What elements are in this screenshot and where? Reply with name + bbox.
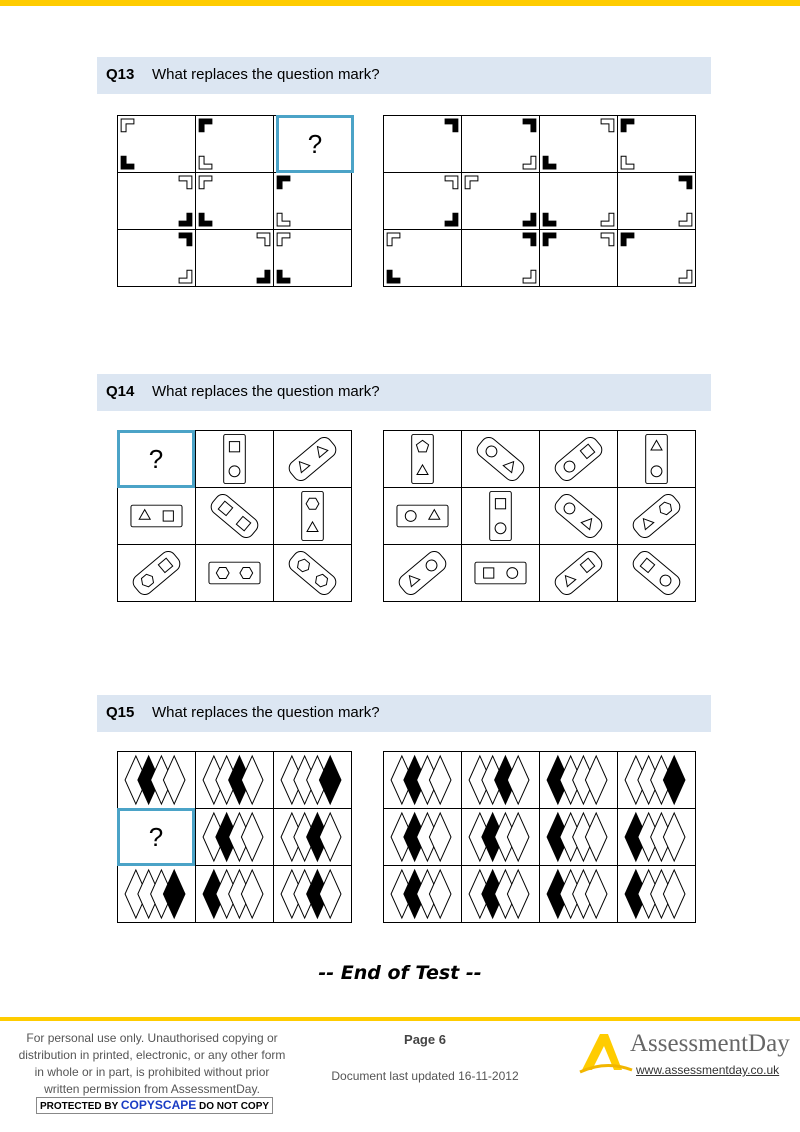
l-shape-icon — [199, 156, 212, 169]
l-shape-icon — [445, 176, 458, 189]
question-text: What replaces the question mark? — [152, 383, 380, 400]
l-shape-icon — [621, 119, 634, 132]
assessmentday-logo-icon — [578, 1030, 634, 1076]
question-text: What replaces the question mark? — [152, 704, 380, 721]
puzzle-cell — [196, 116, 274, 173]
puzzle-cell — [274, 809, 352, 866]
website-link[interactable]: www.assessmentday.co.uk — [636, 1063, 780, 1077]
answer-option-cell — [462, 545, 540, 602]
square-shape-icon — [495, 499, 505, 509]
diamond-shape-icon — [507, 813, 529, 861]
puzzle-cell — [118, 752, 196, 809]
answer-option-cell — [540, 431, 618, 488]
l-shape-icon — [445, 119, 458, 132]
puzzle-cell — [118, 488, 196, 545]
answer-option-cell — [540, 488, 618, 545]
diamond-shape-icon — [663, 870, 685, 918]
diamond-shape-icon — [507, 870, 529, 918]
l-shape-icon — [543, 156, 556, 169]
l-shape-icon — [199, 213, 212, 226]
circle-shape-icon — [229, 466, 240, 477]
diamond-shape-icon — [429, 756, 451, 804]
capsule-frame-icon — [475, 562, 526, 584]
puzzle-cell — [196, 488, 274, 545]
answer-option-cell — [618, 866, 696, 923]
l-shape-icon — [679, 213, 692, 226]
puzzle-cell — [274, 752, 352, 809]
l-shape-icon — [257, 270, 270, 283]
square-shape-icon — [484, 568, 494, 578]
circle-shape-icon — [651, 466, 662, 477]
q15-answer-options — [383, 751, 696, 923]
puzzle-cell — [196, 230, 274, 287]
l-shape-icon — [601, 233, 614, 246]
answer-option-cell — [540, 809, 618, 866]
puzzle-cell — [118, 230, 196, 287]
l-shape-icon — [523, 270, 536, 283]
puzzle-cell — [274, 488, 352, 545]
answer-option-cell — [540, 866, 618, 923]
l-shape-icon — [277, 233, 290, 246]
question-header-q14 — [97, 374, 711, 411]
answer-option-cell — [618, 431, 696, 488]
answer-option-cell — [618, 230, 696, 287]
puzzle-cell — [196, 752, 274, 809]
l-shape-icon — [387, 270, 400, 283]
answer-option-cell — [462, 488, 540, 545]
diamond-shape-icon — [163, 756, 185, 804]
q15-question-mark-cell — [117, 808, 195, 866]
answer-option-cell — [618, 545, 696, 602]
l-shape-icon — [523, 119, 536, 132]
hexagon-shape-icon — [216, 567, 229, 578]
question-header-q15 — [97, 695, 711, 732]
answer-option-cell — [540, 752, 618, 809]
puzzle-cell — [196, 545, 274, 602]
capsule-frame-icon — [286, 434, 339, 483]
question-header-q13 — [97, 57, 711, 94]
puzzle-cell — [196, 173, 274, 230]
l-shape-icon — [277, 213, 290, 226]
l-shape-icon — [199, 119, 212, 132]
question-number: Q15 — [106, 704, 135, 721]
puzzle-cell — [274, 173, 352, 230]
l-shape-icon — [601, 119, 614, 132]
puzzle-cell — [274, 431, 352, 488]
capsule-frame-icon — [396, 548, 449, 597]
capsule-frame-icon — [630, 491, 683, 540]
circle-shape-icon — [405, 511, 416, 522]
capsule-frame-icon — [131, 505, 182, 527]
answer-option-cell — [384, 488, 462, 545]
answer-option-cell — [462, 752, 540, 809]
capsule-frame-icon — [286, 548, 339, 597]
l-shape-icon — [465, 176, 478, 189]
l-shape-icon — [679, 176, 692, 189]
top-accent-bar — [0, 0, 800, 6]
puzzle-cell — [196, 431, 274, 488]
l-shape-icon — [179, 213, 192, 226]
copyscape-brand: COPYSCAPE — [120, 1098, 197, 1112]
diamond-shape-icon — [663, 756, 685, 804]
diamond-shape-icon — [241, 756, 263, 804]
question-number: Q13 — [106, 66, 135, 83]
l-shape-icon — [523, 233, 536, 246]
l-shape-icon — [621, 156, 634, 169]
square-shape-icon — [229, 442, 239, 452]
question-number: Q14 — [106, 383, 135, 400]
answer-option-cell — [384, 866, 462, 923]
copyscape-badge — [36, 1097, 273, 1114]
capsule-frame-icon — [630, 548, 683, 597]
q14-question-mark-cell — [117, 430, 195, 488]
l-shape-icon — [277, 176, 290, 189]
answer-option-cell — [618, 488, 696, 545]
diamond-shape-icon — [319, 870, 341, 918]
capsule-frame-icon — [474, 434, 527, 483]
footer-accent-bar — [0, 1017, 800, 1021]
l-shape-icon — [523, 213, 536, 226]
capsule-frame-icon — [552, 548, 605, 597]
answer-option-cell — [618, 116, 696, 173]
diamond-shape-icon — [429, 813, 451, 861]
answer-option-cell — [384, 752, 462, 809]
puzzle-cell — [196, 866, 274, 923]
question-text: What replaces the question mark? — [152, 66, 380, 83]
capsule-frame-icon — [130, 548, 183, 597]
diamond-shape-icon — [507, 756, 529, 804]
diamond-shape-icon — [663, 813, 685, 861]
circle-shape-icon — [507, 568, 518, 579]
q14-answer-options — [383, 430, 696, 602]
question-mark: ? — [307, 128, 323, 159]
puzzle-cell — [274, 545, 352, 602]
puzzle-cell — [118, 545, 196, 602]
answer-option-cell — [384, 431, 462, 488]
l-shape-icon — [543, 213, 556, 226]
puzzle-cell — [118, 866, 196, 923]
answer-option-cell — [384, 809, 462, 866]
diamond-shape-icon — [319, 813, 341, 861]
end-of-test-text: -- End of Test -- — [318, 962, 482, 984]
l-shape-icon — [601, 213, 614, 226]
l-shape-icon — [257, 233, 270, 246]
l-shape-icon — [679, 270, 692, 283]
answer-option-cell — [384, 230, 462, 287]
l-shape-icon — [179, 270, 192, 283]
square-shape-icon — [163, 511, 173, 521]
circle-shape-icon — [495, 523, 506, 534]
answer-option-cell — [618, 752, 696, 809]
answer-option-cell — [462, 809, 540, 866]
page-number: Page 6 — [404, 1032, 446, 1047]
answer-option-cell — [462, 173, 540, 230]
l-shape-icon — [121, 156, 134, 169]
l-shape-icon — [121, 119, 134, 132]
puzzle-cell — [118, 173, 196, 230]
l-shape-icon — [523, 156, 536, 169]
l-shape-icon — [199, 176, 212, 189]
answer-option-cell — [462, 116, 540, 173]
puzzle-cell — [274, 230, 352, 287]
answer-option-cell — [540, 545, 618, 602]
diamond-shape-icon — [429, 870, 451, 918]
answer-option-cell — [462, 431, 540, 488]
answer-option-cell — [540, 230, 618, 287]
diamond-shape-icon — [241, 870, 263, 918]
diamond-shape-icon — [241, 813, 263, 861]
last-updated-date: Document last updated 16-11-2012 — [331, 1069, 519, 1083]
capsule-frame-icon — [208, 491, 261, 540]
capsule-frame-icon — [552, 434, 605, 483]
diamond-shape-icon — [163, 870, 185, 918]
capsule-frame-icon — [552, 491, 605, 540]
copyscape-suffix: DO NOT COPY — [199, 1101, 270, 1112]
copyscape-prefix: PROTECTED BY — [39, 1101, 119, 1112]
puzzle-cell — [118, 116, 196, 173]
diamond-shape-icon — [585, 756, 607, 804]
l-shape-icon — [387, 233, 400, 246]
question-mark: ? — [148, 821, 164, 852]
brand-name: AssessmentDay — [630, 1030, 790, 1057]
l-shape-icon — [445, 213, 458, 226]
copyright-notice: For personal use only. Unauthorised copying or distribution in printed, electronic, or any other form in whole or in part, is prohibited without prior written permission from AssessmentDay. — [18, 1031, 286, 1096]
answer-option-cell — [618, 173, 696, 230]
capsule-frame-icon — [397, 505, 448, 527]
hexagon-shape-icon — [240, 567, 253, 578]
answer-option-cell — [462, 230, 540, 287]
answer-option-cell — [384, 116, 462, 173]
l-shape-icon — [543, 233, 556, 246]
answer-option-cell — [384, 173, 462, 230]
answer-option-cell — [540, 173, 618, 230]
answer-option-cell — [618, 809, 696, 866]
diamond-shape-icon — [319, 756, 341, 804]
answer-option-cell — [384, 545, 462, 602]
l-shape-icon — [277, 270, 290, 283]
q13-answer-options — [383, 115, 696, 287]
puzzle-cell — [274, 866, 352, 923]
answer-option-cell — [540, 116, 618, 173]
q13-question-mark-cell — [276, 115, 354, 173]
puzzle-cell — [196, 809, 274, 866]
answer-option-cell — [462, 866, 540, 923]
l-shape-icon — [179, 233, 192, 246]
question-mark: ? — [148, 443, 164, 474]
l-shape-icon — [621, 233, 634, 246]
l-shape-icon — [179, 176, 192, 189]
hexagon-shape-icon — [306, 498, 319, 509]
diamond-shape-icon — [585, 813, 607, 861]
diamond-shape-icon — [585, 870, 607, 918]
